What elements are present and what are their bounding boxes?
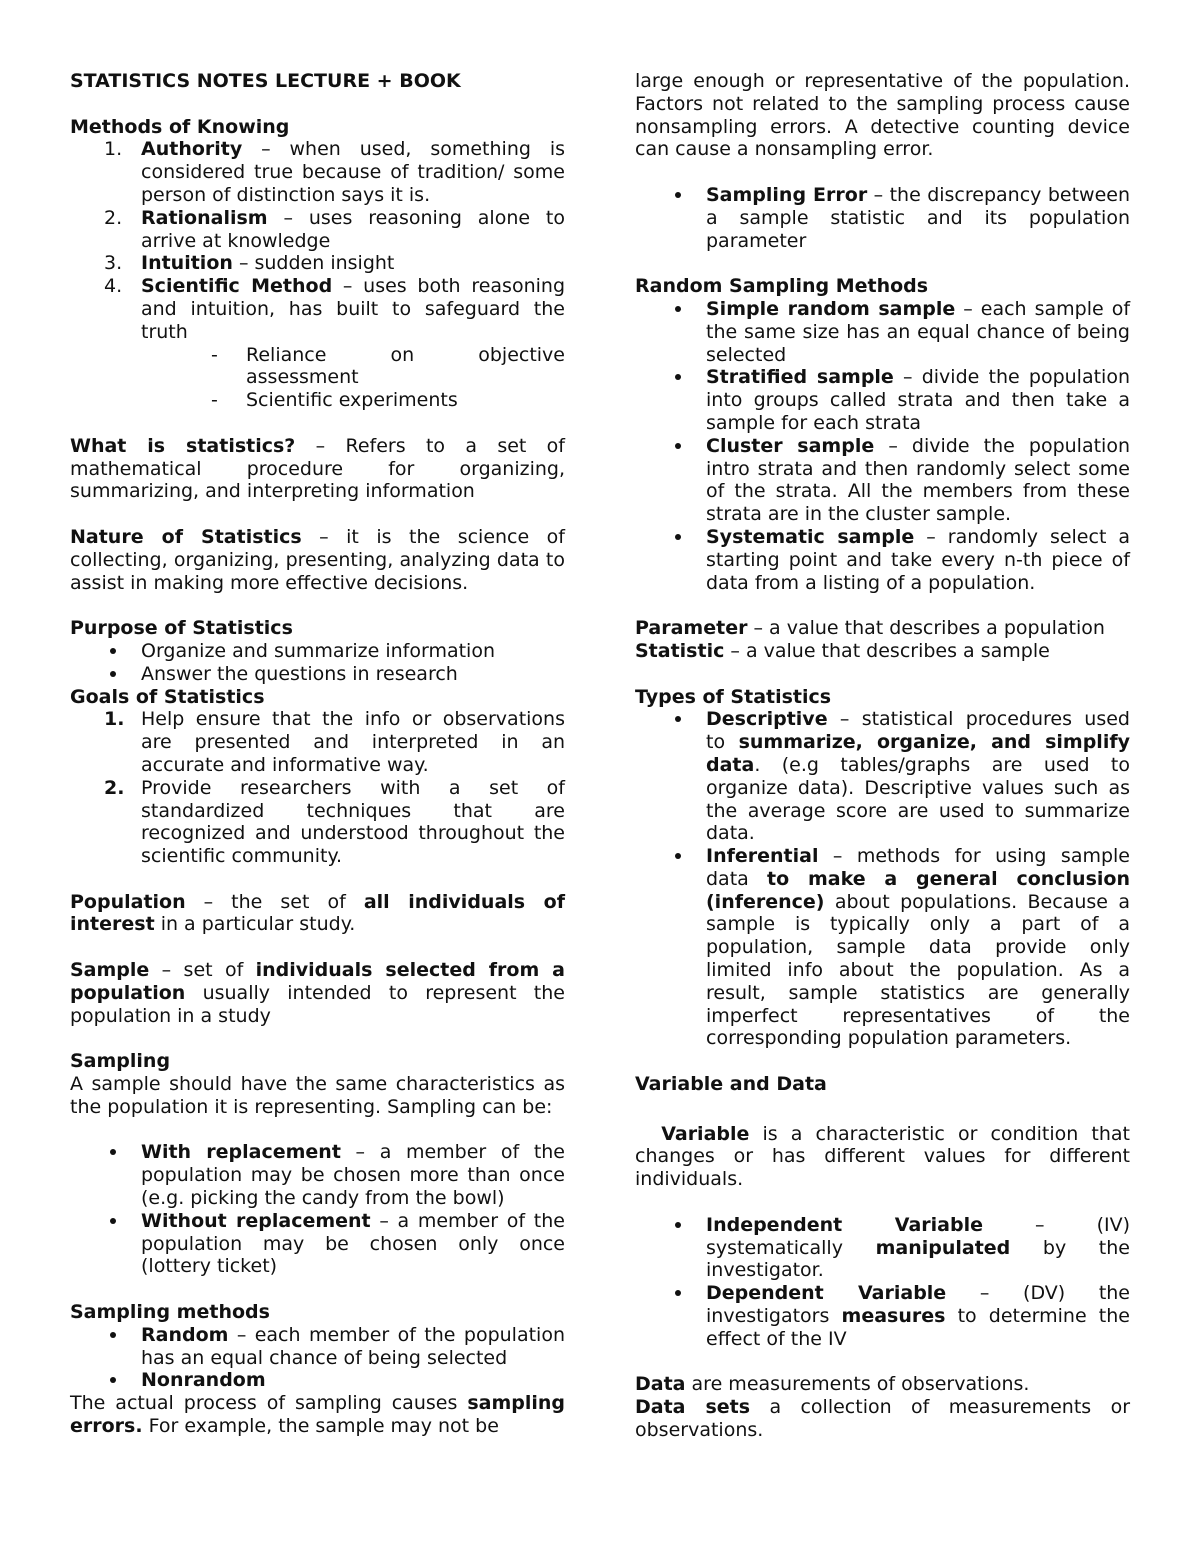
sampling-intro: A sample should have the same characteristics as the population it is representing. Sampling can be:: [70, 1073, 565, 1118]
replacement-list: [70, 1141, 565, 1278]
purpose-list: [70, 640, 565, 686]
nature-of-statistics: Nature of Statistics – it is the science of collecting, organizing, presenting, analyzing data to assist in making more effective decisions.: [70, 525, 565, 594]
right-column: [635, 70, 1130, 1442]
variable-definition: Variable is a characteristic or condition that changes or has different values for different individuals.: [635, 1122, 1130, 1191]
statistic-definition: Statistic – a value that describes a sample: [635, 639, 1050, 662]
list-item: 4. Scientific Method – uses both reasoning and intuition, has built to safeguard the truth: [104, 275, 566, 343]
list-item: Cluster sample – divide the population intro strata and then randomly select some of the strata. All the members from these strata are in the cluster sample.: [706, 434, 1130, 526]
sampling-errors-paragraph: The actual process of sampling causes sampling errors. For example, the sample may not be: [70, 1392, 565, 1438]
list-item: Systematic sample – randomly select a starting point and take every n-th piece of data from a listing of a population.: [706, 525, 1131, 594]
left-column: [70, 70, 565, 1438]
population-definition: Population – the set of all individuals of interest in a particular study.: [70, 890, 566, 936]
sampling-errors-continuation: large enough or representative of the population. Factors not related to the sampling process cause nonsampling errors. A detective counting device can cause a nonsampling error.: [635, 70, 1130, 161]
list-item: 3. Intuition – sudden insight: [104, 252, 395, 275]
list-item: Independent Variable – (IV) systematically manipulated by the investigator.: [706, 1213, 1130, 1282]
goals-list: [70, 708, 565, 868]
methods-heading: Methods of Knowing: [70, 115, 290, 138]
scientific-method-sublist: [70, 344, 565, 412]
what-is-statistics: What is statistics? – Refers to a set of mathematical procedure for organizing, summarizing, and interpreting information: [70, 434, 565, 503]
sampling-heading: Sampling: [70, 1050, 171, 1073]
list-item: With replacement – a member of the population may be chosen more than once (e.g. picking the candy from the bowl): [141, 1141, 565, 1210]
list-item: 2. Provide researchers with a set of standardized techniques that are recognized and understood throughout the scientific community.: [104, 776, 565, 868]
list-item: 1. Authority – when used, something is considered true because of tradition/ some person of distinction says it is.: [104, 138, 565, 206]
data-definition: Data are measurements of observations.: [635, 1373, 1030, 1396]
list-item: - Reliance on objective assessment: [211, 343, 565, 389]
types-list: [635, 708, 1130, 1050]
list-item: Without replacement – a member of the population may be chosen only once (lottery ticket): [141, 1209, 565, 1278]
list-item: Sampling Error – the discrepancy between a sample statistic and its population parameter: [706, 183, 1130, 252]
list-item: - Scientific experiments: [211, 389, 458, 412]
goals-heading: Goals of Statistics: [70, 685, 265, 708]
list-item: Random – each member of the population has an equal chance of being selected: [141, 1323, 565, 1369]
types-heading: Types of Statistics: [635, 685, 832, 708]
list-item: Descriptive – statistical procedures used to summarize, organize, and simplify data. (e.g tables/graphs are used to organize data). Descriptive values such as the average score are used to summarize data.: [706, 708, 1130, 845]
list-item: Stratified sample – divide the population into groups called strata and then take a sample for each strata: [706, 366, 1130, 434]
methods-list: [70, 138, 565, 343]
sampling-errors-continued: For example, the sample may not be: [142, 1415, 499, 1438]
sampling-error-list: [635, 184, 1130, 252]
document-title: STATISTICS NOTES LECTURE + BOOK: [70, 70, 461, 92]
parameter-definition: Parameter – a value that describes a population: [635, 617, 1105, 640]
data-sets-definition: Data sets a collection of measurements or observations.: [635, 1396, 1131, 1442]
sample-definition: Sample – set of individuals selected from a population usually intended to represent the population in a study: [70, 959, 565, 1027]
sampling-methods-heading: Sampling methods: [70, 1301, 270, 1324]
list-item: 1. Help ensure that the info or observations are presented and interpreted in an accurate and informative way.: [104, 708, 565, 776]
variables-list: [635, 1214, 1130, 1351]
list-item: Answer the questions in research: [141, 662, 458, 685]
list-item: Nonrandom: [141, 1369, 266, 1392]
list-item: 2. Rationalism – uses reasoning alone to arrive at knowledge: [104, 206, 565, 252]
variable-data-heading: Variable and Data: [635, 1073, 827, 1096]
random-methods-heading: Random Sampling Methods: [635, 275, 929, 298]
purpose-heading: Purpose of Statistics: [70, 617, 293, 640]
list-item: Organize and summarize information: [141, 639, 495, 662]
list-item: Simple random sample – each sample of the same size has an equal chance of being selected: [706, 297, 1131, 366]
list-item: Dependent Variable – (DV) the investigators measures to determine the effect of the IV: [706, 1282, 1130, 1350]
sampling-methods-list: [70, 1324, 565, 1392]
random-methods-list: [635, 298, 1130, 594]
list-item: Inferential – methods for using sample data to make a general conclusion (inference) about populations. Because a sample is typically only a part of a population, sample data provide only limited info about the population. As a result, sample statistics are generally imperfect representatives of the corresponding population parameters.: [706, 845, 1130, 1050]
column-continuation-spacer: [635, 70, 1130, 161]
